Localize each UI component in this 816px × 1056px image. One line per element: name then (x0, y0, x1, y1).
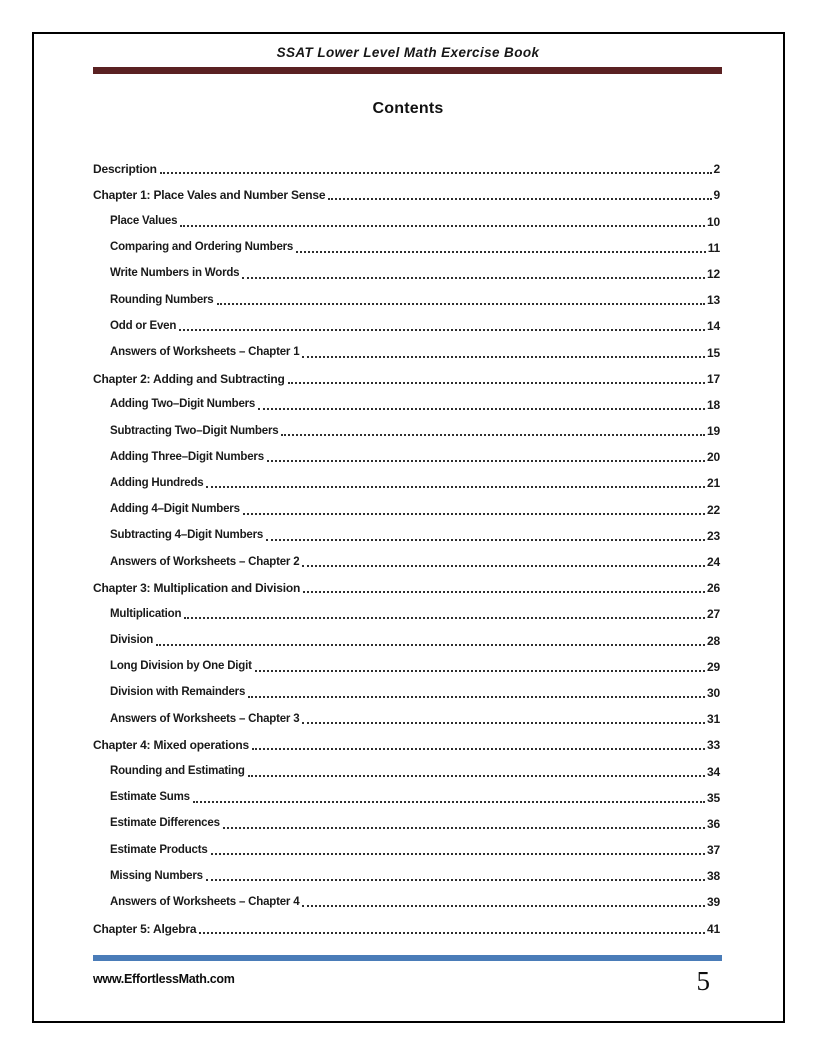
toc-entry[interactable] (93, 207, 720, 233)
dot-leader (211, 853, 705, 855)
toc-entry[interactable] (93, 574, 720, 600)
toc-entry[interactable] (93, 888, 720, 914)
toc-entry-label: Rounding and Estimating (110, 765, 245, 777)
dot-leader (258, 408, 705, 410)
toc-entry[interactable] (93, 234, 720, 260)
toc-entry-label: Multiplication (110, 607, 182, 620)
toc-entry-page: 31 (707, 712, 720, 727)
dot-leader (302, 905, 705, 907)
dot-leader (217, 303, 706, 305)
toc-entry-page: 35 (707, 790, 720, 805)
toc-entry-page: 19 (707, 424, 720, 439)
dot-leader (223, 827, 705, 829)
dot-leader (302, 722, 705, 724)
toc-entry-page: 34 (707, 764, 720, 779)
toc-entry[interactable] (93, 365, 720, 391)
toc-entry[interactable] (93, 260, 720, 286)
toc-entry[interactable] (93, 862, 720, 888)
footer-website: www.EffortlessMath.com (93, 972, 235, 986)
toc-entry-label: Adding 4–Digit Numbers (110, 503, 240, 516)
dot-leader (255, 670, 705, 672)
toc-entry[interactable] (93, 653, 720, 679)
footer-page-number: 5 (696, 966, 710, 996)
toc-entry-label: Subtracting 4–Digit Numbers (110, 529, 264, 542)
dot-leader (242, 277, 705, 279)
toc-entry[interactable] (93, 155, 720, 181)
toc-entry[interactable] (93, 836, 720, 862)
toc-entry[interactable] (93, 757, 720, 783)
toc-entry-page: 37 (707, 843, 720, 858)
dot-leader (184, 617, 705, 619)
dot-leader (206, 879, 705, 881)
toc-entry[interactable] (93, 495, 720, 521)
toc-entry-label: Answers of Worksheets – Chapter 2 (110, 555, 300, 568)
toc-entry-label: Estimate Products (110, 843, 208, 856)
toc-entry-label: Chapter 3: Multiplication and Division (93, 581, 301, 596)
toc-entry-label: Answers of Worksheets – Chapter 3 (110, 712, 300, 725)
dot-leader (302, 565, 705, 567)
toc-entry-page: 21 (707, 476, 720, 491)
toc-entry-label: Write Numbers in Words (110, 267, 240, 280)
dot-leader (252, 748, 705, 750)
toc-entry-page: 14 (707, 319, 720, 334)
toc-entry[interactable] (93, 338, 720, 364)
toc-entry-label: Estimate Differences (110, 817, 220, 830)
toc-entry-label: Division with Remainders (110, 686, 246, 699)
toc-entry-label: Odd or Even (110, 319, 177, 332)
toc-entry[interactable] (93, 417, 720, 443)
dot-leader (303, 591, 705, 593)
toc-entry-page: 17 (707, 371, 720, 386)
toc-entry-page: 38 (707, 869, 720, 884)
toc-entry-page: 24 (707, 555, 720, 569)
toc-entry[interactable] (93, 731, 720, 757)
toc-entry-page: 36 (707, 816, 720, 831)
toc-entry[interactable] (93, 705, 720, 731)
dot-leader (302, 356, 705, 358)
toc-entry-page: 41 (707, 921, 720, 936)
toc-entry[interactable] (93, 312, 720, 338)
toc-entry-label: Answers of Worksheets – Chapter 1 (110, 346, 300, 358)
toc-entry-page: 39 (707, 895, 720, 910)
footer-rule (93, 955, 722, 961)
toc-entry-page: 13 (707, 293, 720, 308)
toc-entry-label: Division (110, 634, 154, 647)
toc-entry-page: 22 (707, 502, 720, 517)
toc-entry[interactable] (93, 784, 720, 810)
dot-leader (179, 329, 705, 331)
toc-entry-page: 33 (707, 738, 720, 753)
dot-leader (243, 513, 705, 515)
toc-entry-page: 11 (707, 240, 720, 255)
toc-entry[interactable] (93, 548, 720, 574)
dot-leader (180, 225, 705, 227)
dot-leader (281, 434, 705, 436)
running-header-title: SSAT Lower Level Math Exercise Book (276, 45, 540, 60)
toc-entry-label: Estimate Sums (110, 791, 190, 804)
toc-entry-label: Adding Three–Digit Numbers (110, 450, 264, 463)
toc-list (93, 155, 720, 941)
toc-entry-page: 12 (707, 266, 720, 281)
toc-entry-page: 23 (707, 528, 720, 543)
toc-entry-label: Chapter 4: Mixed operations (93, 738, 249, 753)
toc-entry-label: Description (93, 162, 157, 177)
toc-entry-page: 27 (707, 607, 720, 622)
dot-leader (160, 172, 712, 174)
toc-entry[interactable] (93, 600, 720, 626)
dot-leader (206, 486, 705, 488)
contents-heading: Contents (372, 100, 444, 117)
toc-entry-page: 2 (713, 162, 720, 177)
toc-entry-label: Adding Two–Digit Numbers (110, 398, 256, 411)
toc-entry[interactable] (93, 522, 720, 548)
toc-entry-page: 26 (707, 581, 720, 596)
toc-entry-label: Missing Numbers (110, 869, 203, 882)
toc-entry-label: Adding Hundreds (110, 476, 204, 489)
dot-leader (328, 198, 711, 200)
toc-entry[interactable] (93, 914, 720, 940)
toc-entry-label: Rounding Numbers (110, 293, 214, 306)
toc-entry[interactable] (93, 181, 720, 207)
header-rule (93, 67, 722, 74)
toc-entry-label: Long Division by One Digit (110, 660, 252, 673)
toc-entry[interactable] (93, 469, 720, 495)
dot-leader (266, 539, 705, 541)
dot-leader (248, 775, 705, 777)
toc-entry-page: 29 (707, 659, 720, 674)
dot-leader (288, 382, 705, 384)
dot-leader (248, 696, 705, 698)
toc-entry-page: 9 (713, 188, 720, 203)
toc-entry-label: Subtracting Two–Digit Numbers (110, 424, 279, 437)
toc-entry-page: 30 (707, 685, 720, 700)
dot-leader (193, 801, 705, 803)
toc-entry-label: Chapter 1: Place Vales and Number Sense (93, 188, 326, 203)
toc-entry[interactable] (93, 443, 720, 469)
toc-entry-label: Place Values (110, 215, 178, 228)
toc-entry[interactable] (93, 391, 720, 417)
dot-leader (267, 460, 705, 462)
dot-leader (156, 644, 705, 646)
toc-entry-label: Chapter 2: Adding and Subtracting (93, 371, 285, 386)
toc-entry-page: 20 (707, 450, 720, 465)
toc-entry[interactable] (93, 679, 720, 705)
toc-entry-label: Answers of Worksheets – Chapter 4 (110, 895, 300, 908)
toc-entry-label: Chapter 5: Algebra (93, 921, 197, 936)
dot-leader (199, 932, 705, 934)
toc-entry-page: 15 (707, 345, 720, 360)
toc-entry-page: 18 (707, 397, 720, 412)
toc-entry-label: Comparing and Ordering Numbers (110, 241, 294, 254)
toc-entry[interactable] (93, 810, 720, 836)
dot-leader (296, 251, 706, 253)
toc-entry[interactable] (93, 626, 720, 652)
toc-entry-page: 28 (707, 633, 720, 648)
toc-entry[interactable] (93, 286, 720, 312)
toc-entry-page: 10 (707, 214, 720, 229)
